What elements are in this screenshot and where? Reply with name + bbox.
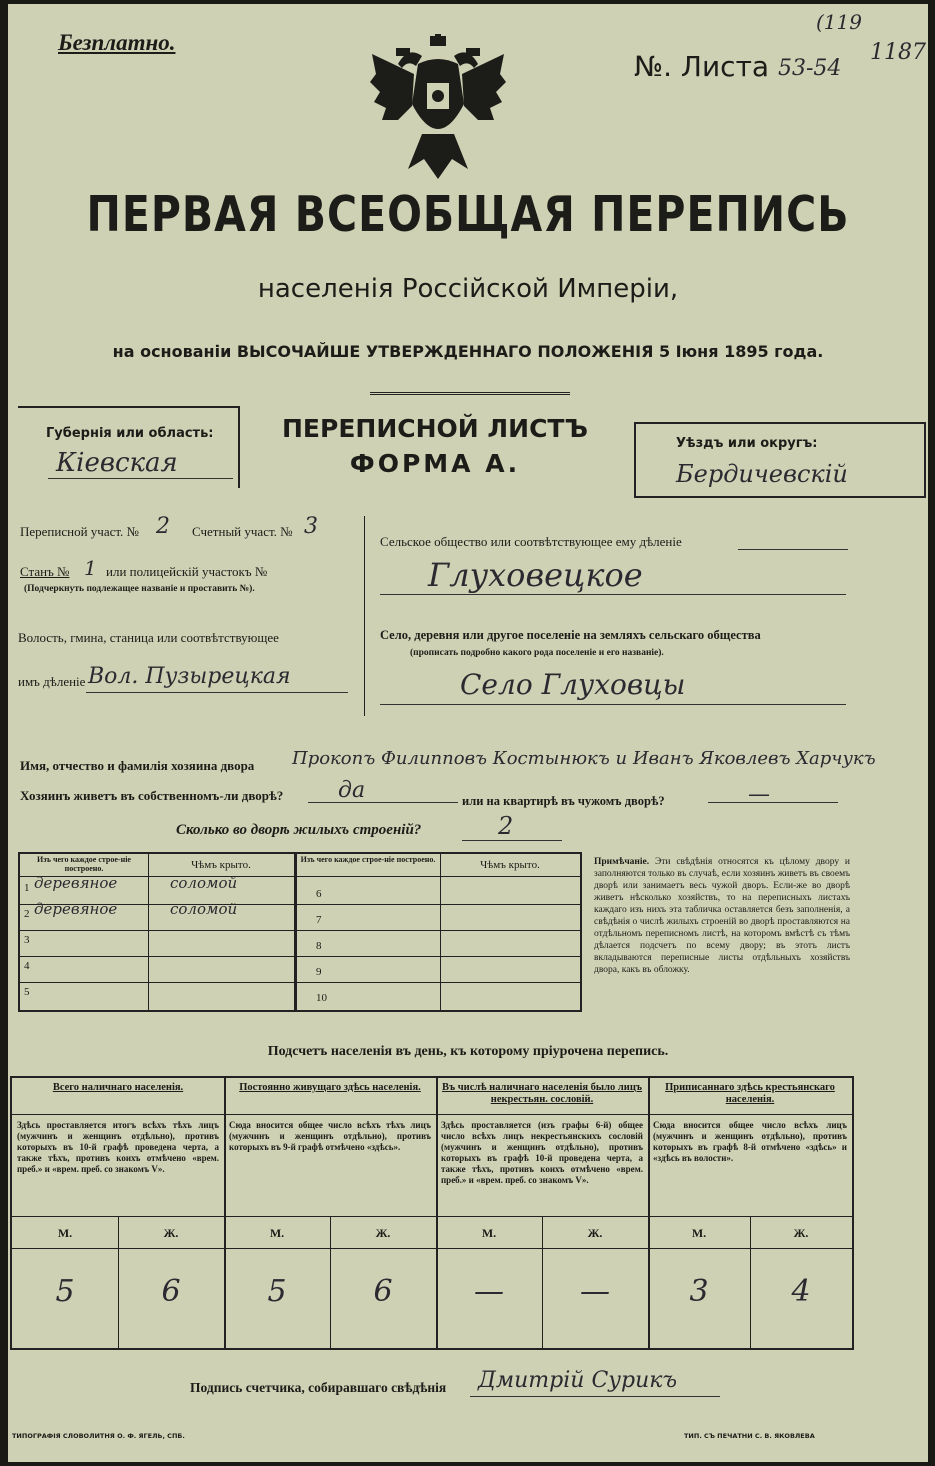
male-count: 5	[267, 1274, 287, 1309]
basis-line: на основаніи ВЫСОЧАЙШЕ УТВЕРЖДЕННАГО ПОЛОЖЕНІЯ 5 Іюня 1895 года.	[112, 342, 824, 361]
building-material: деревяное	[34, 900, 118, 918]
note-text: Эти свѣдѣнія относятся къ цѣлому двору и заполняются только въ случаѣ, если хозяинъ живетъ въ своемъ дворѣ или занимаетъ весь чужой дворъ. Если-же во дворѣ живетъ нѣсколько хозяйствъ, то на переписныхъ листахъ каждаго изъ нихъ эта табличка оставляется безъ заполненія, а свѣдѣнія о числѣ жилыхъ строеній во дворѣ проставляются на отдѣльномъ переписномъ листѣ, на которомъ вмѣстѣ съ тѣмъ дѣлается подсчетъ по всему двору; въ этотъ листъ вкладываются переписные листы отдѣльныхъ хозяйствъ двора, какъ въ обложку.	[594, 857, 851, 975]
row-number: 7	[316, 914, 322, 926]
census-district-value: 2	[156, 514, 170, 539]
male-label: М.	[57, 1226, 73, 1240]
population-title: Подсчетъ населенія въ день, къ которому пріурочена перепись.	[267, 1044, 669, 1059]
female-count: —	[580, 1274, 610, 1309]
district-box	[634, 422, 926, 498]
male-count: —	[474, 1274, 504, 1309]
population-column-description: Здѣсь проставляется итогъ всѣхъ тѣхъ лицъ (мужчинъ и женщинъ отдѣльно), противъ которыхъ въ 10-й графѣ проведена черта, а также тѣхъ, противъ коихъ отмѣчено «врем. преб.» и «врем. преб. со знакомъ V».	[17, 1120, 219, 1174]
society-value: Глуховецкое	[428, 556, 643, 594]
sheet-number-value: 53-54	[778, 56, 842, 81]
page-title: ПЕРВАЯ ВСЕОБЩАЯ ПЕРЕПИСЬ	[86, 185, 850, 243]
volost-label-2: имъ дѣленіе	[18, 674, 86, 689]
female-label: Ж.	[587, 1226, 603, 1240]
volost-value: Вол. Пузырецкая	[88, 664, 291, 689]
population-column-header: Постоянно живущаго здѣсь населенія.	[239, 1082, 421, 1093]
row-number: 9	[316, 966, 322, 978]
population-column-header: Въ числѣ наличнаго населенія было лицъ некрестьян. сословій.	[441, 1082, 643, 1105]
population-column-description: Сюда вносится общее число всѣхъ тѣхъ лицъ (мужчинъ и женщинъ отдѣльно), противъ которыхъ въ 9-й графѣ отмѣчено «здѣсь».	[229, 1120, 431, 1152]
row-number: 5	[24, 986, 30, 998]
col-material-header: Изъ чего каждое строе-ніе построено.	[37, 855, 131, 873]
row-number: 8	[316, 940, 322, 952]
row-number: 6	[316, 888, 322, 900]
owner-name-label: Имя, отчество и фамилія хозяина двора	[20, 758, 255, 773]
population-column-description: Сюда вносится общее число всѣхъ лицъ (мужчинъ и женщинъ отдѣльно), противъ которыхъ въ графѣ 8-й отмѣчено «здѣсь» и «здѣсь въ волости».	[653, 1120, 847, 1163]
province-label: Губернія или область:	[46, 426, 214, 441]
village-value: Село Глуховцы	[460, 668, 686, 701]
census-sheet	[8, 4, 928, 1462]
female-count: 6	[161, 1274, 181, 1309]
row-number: 10	[316, 992, 327, 1004]
volost-label: Волость, гмина, станица или соотвѣтствующее	[18, 630, 279, 645]
buildings-label: Сколько во дворѣ жилыхъ строеній?	[176, 822, 422, 838]
signature-value: Дмитрій Сурикъ	[478, 1368, 678, 1393]
census-district-label: Переписной участ. №	[20, 524, 139, 539]
population-column-description: Здѣсь проставляется (изъ графы 6-й) общее число всѣхъ лицъ некрестьянскихъ сословій (мужчинъ и женщинъ отдѣльно), противъ которыхъ въ графѣ 10-й проведена черта, а также тѣхъ, противъ коихъ отмѣчено «врем. преб.» и «врем. преб. со знакомъ V».	[441, 1120, 643, 1185]
imperial-eagle-emblem	[368, 34, 508, 184]
rent-label: или на квартирѣ въ чужомъ дворѣ?	[462, 794, 665, 808]
corner-mark: (119	[816, 10, 862, 34]
col-material-header-2: Изъ чего каждое строе-ніе построено.	[300, 855, 436, 864]
sheet-number-label: №. Листа	[634, 50, 770, 83]
province-value: Кіевская	[56, 448, 178, 478]
buildings-value: 2	[498, 812, 514, 840]
col-roof-header: Чѣмъ крыто.	[191, 859, 251, 871]
female-label: Ж.	[793, 1226, 809, 1240]
building-roof: соломой	[170, 874, 238, 892]
police-label: или полицейскій участокъ №	[106, 564, 268, 579]
note-block	[594, 856, 850, 976]
population-table	[10, 1076, 854, 1350]
female-count: 4	[791, 1274, 811, 1309]
province-box	[18, 406, 240, 488]
male-label: М.	[481, 1226, 497, 1240]
female-label: Ж.	[375, 1226, 391, 1240]
free-label: Безплатно.	[58, 30, 176, 55]
row-number: 3	[24, 934, 30, 946]
form-title-block	[240, 414, 630, 478]
male-count: 5	[55, 1274, 75, 1309]
village-label: Село, деревня или другое поселеніе на земляхъ сельскаго общества	[380, 628, 761, 642]
female-label: Ж.	[163, 1226, 179, 1240]
note-title: Примѣчаніе.	[594, 857, 650, 867]
owner-name-value: Прокопъ Филипповъ Костынюкъ и Иванъ Яковлевъ Харчукъ	[292, 748, 876, 769]
signature-label: Подпись счетчика, собиравшаго свѣдѣнія	[190, 1380, 447, 1395]
stan-value: 1	[84, 556, 97, 580]
footer-right: ТИП. СЪ ПЕЧАТНИ С. В. ЯКОВЛЕВА	[684, 1432, 815, 1440]
corner-mark-2: 1187	[870, 40, 926, 65]
building-material: деревяное	[34, 874, 118, 892]
rent-value: —	[748, 782, 770, 807]
own-yard-label: Хозяинъ живетъ въ собственномъ-ли дворѣ?	[20, 788, 284, 803]
district-value: Бердичевскій	[676, 460, 848, 488]
society-label: Сельское общество или соотвѣтствующее ему дѣленіе	[380, 534, 682, 549]
page-subtitle: населенія Россійской Имперіи,	[257, 274, 679, 304]
form-title: ПЕРЕПИСНОЙ ЛИСТЪ	[282, 414, 588, 443]
underline-note: (Подчеркнуть подлежащее названіе и проставить №).	[24, 584, 255, 594]
male-label: М.	[691, 1226, 707, 1240]
footer-left: ТИПОГРАФІЯ СЛОВОЛИТНЯ О. Ф. ЯГЕЛЬ, СПБ.	[12, 1432, 185, 1440]
stan-label: Станъ №	[20, 564, 70, 579]
building-roof: соломой	[170, 900, 238, 918]
population-column-header: Всего наличнаго населенія.	[52, 1082, 184, 1093]
buildings-table	[18, 852, 582, 1012]
row-number: 2	[24, 908, 30, 920]
village-note: (прописать подробно какого рода поселеніе и его названіе).	[410, 648, 664, 658]
female-count: 6	[373, 1274, 393, 1309]
own-yard-value: да	[338, 778, 366, 803]
row-number: 4	[24, 960, 30, 972]
ornament-divider	[370, 392, 570, 399]
male-count: 3	[689, 1274, 709, 1309]
col-roof-header-2: Чѣмъ крыто.	[480, 859, 540, 871]
count-district-value: 3	[304, 514, 318, 539]
population-column-header: Приписаннаго здѣсь крестьянскаго населенія.	[665, 1082, 835, 1105]
count-district-label: Счетный участ. №	[192, 524, 293, 539]
row-number: 1	[24, 882, 30, 894]
male-label: М.	[269, 1226, 285, 1240]
form-type: ФОРМА А.	[349, 449, 521, 478]
district-label: Уѣздъ или округъ:	[676, 436, 818, 451]
